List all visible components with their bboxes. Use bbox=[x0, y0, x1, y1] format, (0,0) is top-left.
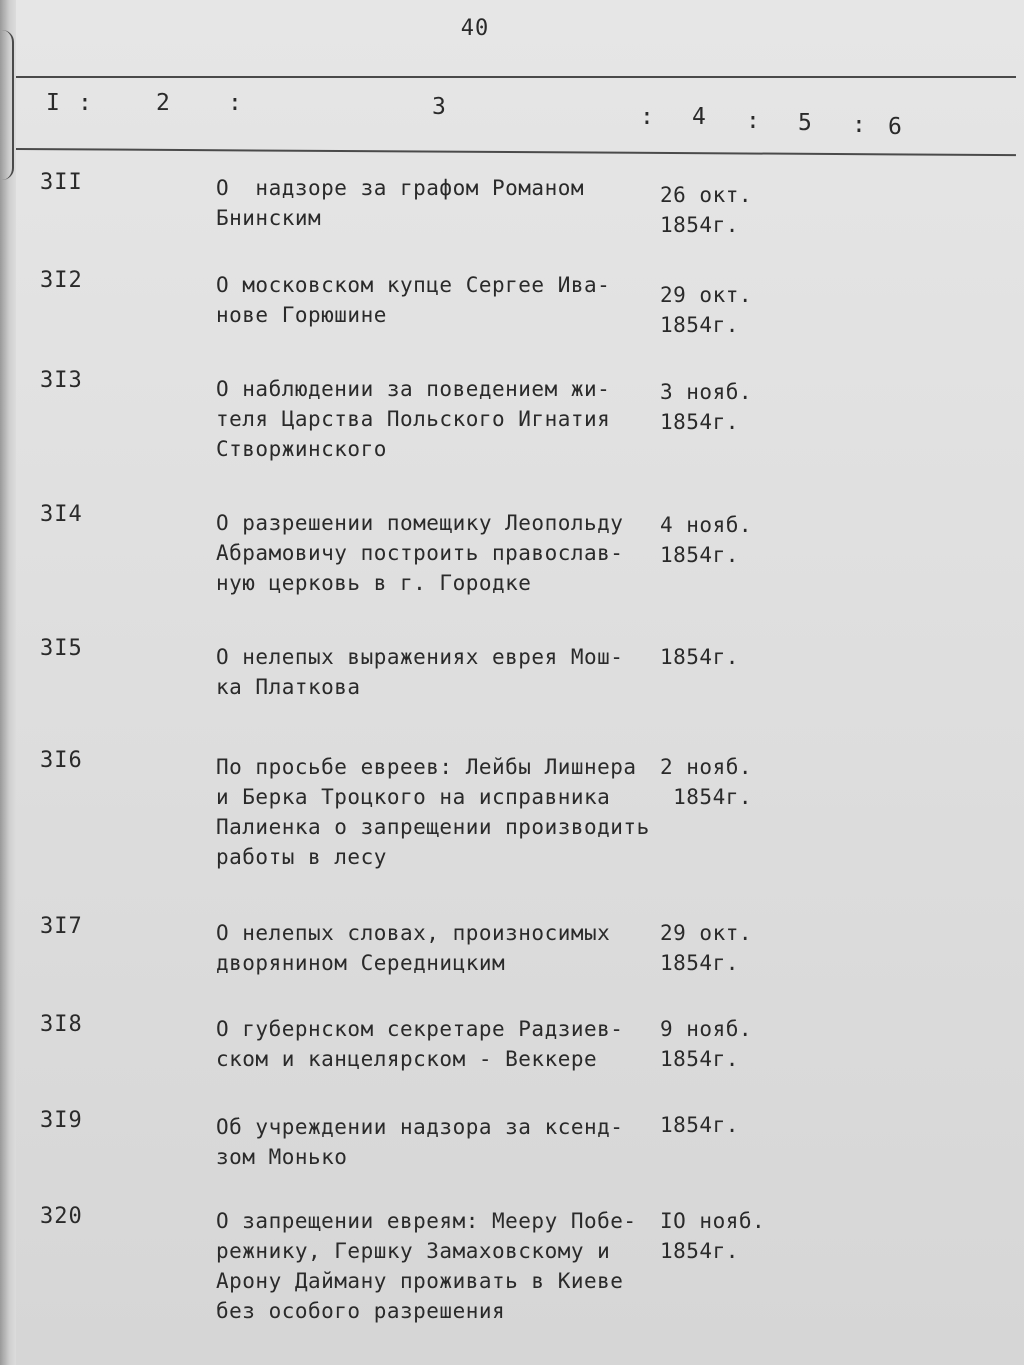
row-number: 3I7 bbox=[40, 914, 83, 939]
row-date: 1854г. bbox=[660, 645, 739, 669]
header-top-rule bbox=[16, 76, 1016, 78]
table-header bbox=[0, 90, 1024, 140]
header-col-5: 5 bbox=[798, 110, 812, 136]
header-col-6: 6 bbox=[888, 114, 902, 140]
row-number: 3I5 bbox=[40, 636, 83, 661]
header-sep-4: : bbox=[746, 108, 760, 134]
row-title: О губернском секретаре Радзиев- ском и канцелярском - Веккере bbox=[216, 1017, 624, 1071]
header-sep-5: : bbox=[852, 112, 866, 138]
row-number: 3I8 bbox=[40, 1012, 83, 1037]
row-number: 320 bbox=[40, 1204, 83, 1229]
row-date: 29 окт. 1854г. bbox=[660, 921, 753, 975]
row-title: Об учреждении надзора за ксенд- зом Монько bbox=[216, 1115, 624, 1169]
row-date: 2 нояб. 1854г. bbox=[660, 755, 753, 809]
row-title: О нелепых словах, произносимых дворянином Середницким bbox=[216, 921, 611, 975]
page-number: 40 bbox=[460, 16, 490, 41]
row-title: О запрещении евреям: Мееру Побе- режнику, Гершку Замаховскому и Арону Дайману проживать в Киеве без особого разрешения bbox=[216, 1209, 637, 1323]
row-title: О разрешении помещику Леопольду Абрамовичу построить православ- ную церковь в г. Городке bbox=[216, 511, 624, 595]
header-col-4: 4 bbox=[692, 104, 706, 130]
header-col-3: 3 bbox=[432, 94, 446, 120]
row-date: 4 нояб. 1854г. bbox=[660, 513, 753, 567]
header-sep-3: : bbox=[640, 104, 654, 130]
row-title: По просьбе евреев: Лейбы Лишнера и Берка Троцкого на исправника Палиенка о запрещении производить работы в лесу bbox=[216, 755, 650, 869]
row-number: 3II bbox=[40, 170, 83, 195]
row-date: 26 окт. 1854г. bbox=[660, 183, 753, 237]
row-date: 29 окт. 1854г. bbox=[660, 283, 753, 337]
header-col-1: I bbox=[46, 90, 60, 116]
row-number: 3I6 bbox=[40, 748, 83, 773]
row-title: О нелепых выражениях еврея Мош- ка Платкова bbox=[216, 645, 624, 699]
row-title: О московском купце Сергее Ива- нове Горюшине bbox=[216, 273, 611, 327]
row-number: 3I3 bbox=[40, 368, 83, 393]
row-date: 3 нояб. 1854г. bbox=[660, 380, 753, 434]
row-title: О наблюдении за поведением жи- теля Царства Польского Игнатия Створжинского bbox=[216, 377, 611, 461]
row-number: 3I4 bbox=[40, 502, 83, 527]
row-date: IO нояб. 1854г. bbox=[660, 1209, 766, 1263]
page-binding bbox=[0, 0, 16, 1365]
row-date: 9 нояб. 1854г. bbox=[660, 1017, 753, 1071]
row-number: 3I2 bbox=[40, 268, 83, 293]
header-bottom-rule bbox=[16, 148, 1016, 156]
row-number: 3I9 bbox=[40, 1108, 83, 1133]
header-sep-2: : bbox=[228, 90, 242, 116]
header-col-2: 2 bbox=[156, 90, 170, 116]
row-date: 1854г. bbox=[660, 1113, 739, 1137]
header-sep-1: : bbox=[78, 90, 92, 116]
row-title: О надзоре за графом Романом Бнинским bbox=[216, 176, 585, 230]
